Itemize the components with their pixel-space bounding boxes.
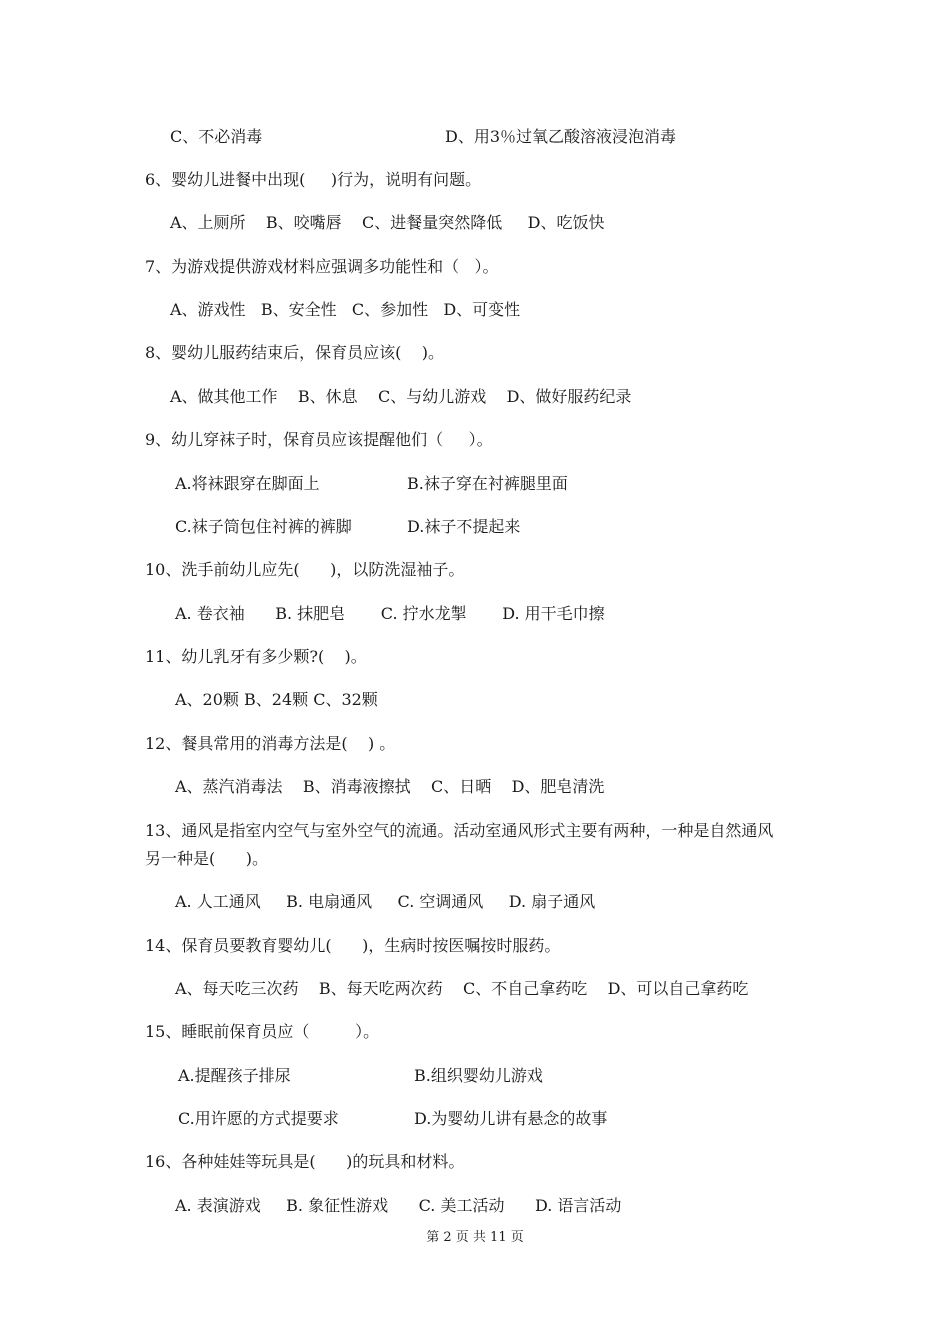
question-16: 16、各种娃娃等玩具是( )的玩具和材料。	[145, 1152, 465, 1171]
question-13-line-2: 另一种是( )。	[145, 849, 269, 868]
question-16-options: A. 表演游戏 B. 象征性游戏 C. 美工活动 D. 语言活动	[175, 1196, 622, 1215]
question-15-option-d: D.为婴幼儿讲有悬念的故事	[414, 1109, 608, 1128]
question-15: 15、睡眠前保育员应（ ）。	[145, 1022, 380, 1041]
question-10: 10、洗手前幼儿应先( )，以防洗湿袖子。	[145, 560, 465, 579]
question-11: 11、幼儿乳牙有多少颗?( )。	[145, 647, 367, 666]
question-8-options: A、做其他工作 B、休息 C、与幼儿游戏 D、做好服药纪录	[170, 387, 632, 406]
question-9-option-a: A.将袜跟穿在脚面上	[175, 474, 320, 493]
page-number-footer: 第 2 页 共 11 页	[426, 1230, 524, 1245]
q5-option-c: C、不必消毒	[170, 127, 263, 146]
question-7: 7、为游戏提供游戏材料应强调多功能性和（ ）。	[145, 257, 499, 276]
question-15-option-a: A.提醒孩子排尿	[178, 1066, 291, 1085]
q5-option-d: D、用3％过氧乙酸溶液浸泡消毒	[445, 127, 677, 146]
question-15-option-b: B.组织婴幼儿游戏	[414, 1066, 543, 1085]
question-9-option-b: B.袜子穿在衬裤腿里面	[407, 474, 568, 493]
question-9-option-d: D.袜子不提起来	[407, 517, 521, 536]
question-13-options: A. 人工通风 B. 电扇通风 C. 空调通风 D. 扇子通风	[175, 892, 596, 911]
question-7-options: A、游戏性 B、安全性 C、参加性 D、可变性	[170, 300, 521, 319]
question-8: 8、婴幼儿服药结束后，保育员应该( )。	[145, 343, 445, 362]
question-15-option-c: C.用许愿的方式提要求	[178, 1109, 339, 1128]
question-6-options: A、上厕所 B、咬嘴唇 C、进餐量突然降低 D、吃饭快	[170, 213, 605, 232]
question-9: 9、幼儿穿袜子时，保育员应该提醒他们（ ）。	[145, 430, 493, 449]
question-12-options: A、蒸汽消毒法 B、消毒液擦拭 C、日晒 D、肥皂清洗	[175, 777, 605, 796]
question-11-options: A、20颗 B、24颗 C、32颗	[175, 690, 378, 709]
question-14-options: A、每天吃三次药 B、每天吃两次药 C、不自己拿药吃 D、可以自己拿药吃	[175, 979, 749, 998]
question-9-option-c: C.袜子筒包住衬裤的裤脚	[175, 517, 352, 536]
question-6: 6、婴幼儿进餐中出现( )行为，说明有问题。	[145, 170, 482, 189]
question-10-options: A. 卷衣袖 B. 抹肥皂 C. 拧水龙掣 D. 用干毛巾擦	[175, 604, 605, 623]
question-14: 14、保育员要教育婴幼儿( )，生病时按医嘱按时服药。	[145, 936, 561, 955]
question-13-line-1: 13、通风是指室内空气与室外空气的流通。活动室通风形式主要有两种，一种是自然通风	[145, 821, 774, 840]
question-12: 12、餐具常用的消毒方法是( ) 。	[145, 734, 396, 753]
